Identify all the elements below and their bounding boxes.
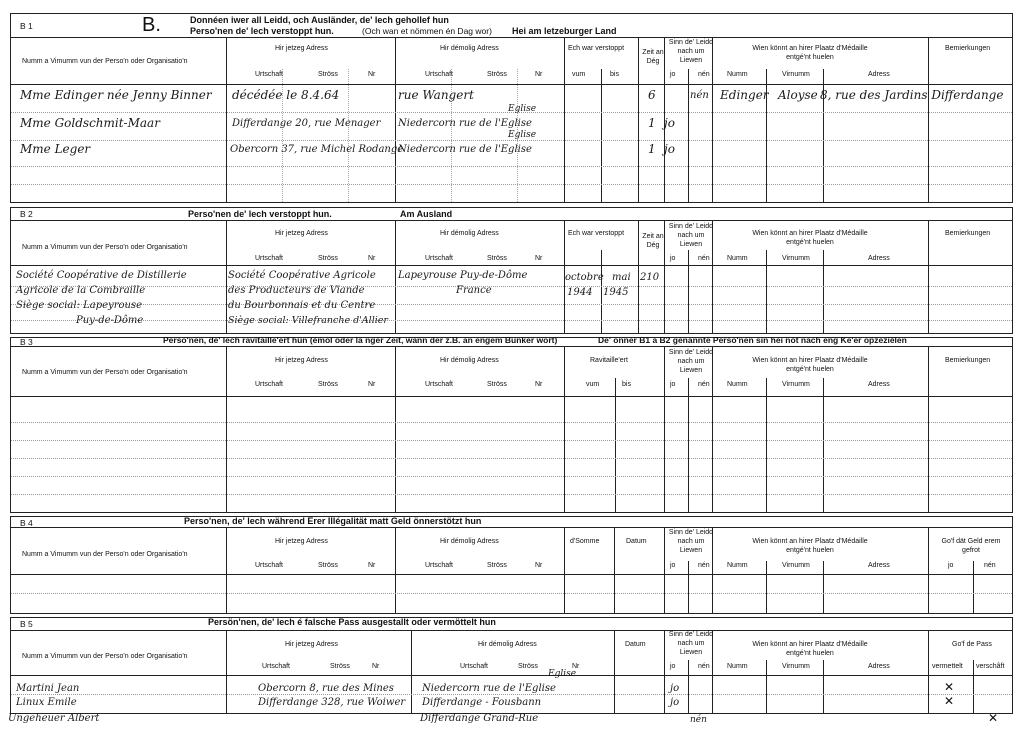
b4-header-stross-2: Ströss [487, 562, 507, 569]
b1-header-alive: Sinn de' Leidd nach um Liewen [668, 39, 714, 64]
b5-row2-jo: jo [670, 697, 680, 708]
b5-header-verschaft: verschâft [976, 663, 1005, 670]
b3-header-jo: jo [670, 381, 676, 388]
section-code-b3: B 3 [20, 337, 33, 347]
b4-header-name: Numm a Vimumm vun der Perso'n oder Organisatio'n [22, 551, 188, 558]
b5-row1-jo: jo [670, 683, 680, 694]
b5-header-gof-pass: Go'f de Pass [952, 641, 992, 648]
b5-row1-mark: ✕ [944, 680, 955, 694]
b3-header-name: Numm a Vimumm vun der Perso'n oder Organisatio'n [22, 369, 188, 376]
b4-header-numm: Numm [727, 562, 748, 569]
section-b4 [10, 516, 1013, 614]
b5-title: Persön'nen, de' lech é falsche Pass ausgestallt oder vermöttelt hun [208, 617, 496, 627]
b1-header-stross: Ströss [318, 71, 338, 78]
b1-row1-name: Mme Edinger née Jenny Binner [20, 88, 212, 102]
b1-row3-former: Niedercorn rue de l'Eglise [398, 144, 532, 155]
b1-title-paren: (Och wan et nömmen én Dag wor) [362, 26, 492, 36]
b2-current-line3: du Bourbonnais et du Centre [228, 300, 376, 311]
b4-header-stross: Ströss [318, 562, 338, 569]
b1-title-right: Hei am letzeburger Land [512, 26, 617, 36]
b1-header-former-address: Hir démolig Adress [440, 45, 499, 52]
section-code-b2: B 2 [20, 209, 33, 219]
b5-header-nr: Nr [372, 663, 380, 670]
b4-header-nen: nén [698, 562, 710, 569]
b4-header-urtschaft-2: Urtschaft [425, 562, 454, 569]
b2-header-stross-2: Ströss [487, 255, 507, 262]
b2-header-urtschaft: Urtschaft [255, 255, 284, 262]
b5-row2-mark: ✕ [944, 694, 955, 708]
b5-row2-name: Linux Emile [16, 697, 77, 708]
b2-bis-line2: 1945 [603, 287, 629, 298]
b2-header-virnumm: Virnumm [782, 255, 810, 262]
b2-title-right: Am Ausland [400, 209, 453, 219]
b2-header-stross: Ströss [318, 255, 338, 262]
b4-header-nr-2: Nr [535, 562, 543, 569]
b2-former-line1: Lapeyrouse Puy-de-Dôme [398, 270, 528, 281]
b1-header-name: Numm a Vimumm vun der Perso'n oder Organisatio'n [22, 58, 188, 65]
b3-header-urtschaft: Urtschaft [255, 381, 284, 388]
b1-header-remarks: Bemierkungen [945, 45, 991, 52]
b5-header-jo: jo [670, 663, 676, 670]
b4-header-former-address: Hir démolig Adress [440, 538, 499, 545]
b2-header-jo: jo [670, 255, 676, 262]
b5-header-current-address: Hir jetzeg Adress [285, 641, 338, 648]
b2-header-adress: Adress [868, 255, 890, 262]
b5-extra-former: Differdange Grand-Rue [420, 713, 539, 724]
b3-header-numm: Numm [727, 381, 748, 388]
b1-row3-name: Mme Leger [20, 142, 91, 156]
b5-row1-current: Obercorn 8, rue des Mines [258, 683, 394, 694]
b2-header-hidden: Ech war verstoppt [568, 230, 625, 237]
b1-row3-former-note: Eglise [508, 130, 537, 140]
b1-header-urtschaft: Urtschaft [255, 71, 284, 78]
b1-header-urtschaft-2: Urtschaft [425, 71, 454, 78]
b1-row3-current: Obercorn 37, rue Michel Rodange [230, 144, 404, 155]
b2-current-line4: Siège social: Villefranche d'Allier [228, 315, 388, 326]
b5-header-numm: Numm [727, 663, 748, 670]
b4-header-medal: Wien könnt an hirer Plaatz d'Médaille entgé'nt huelen [752, 538, 868, 554]
b5-row1-name: Martini Jean [16, 683, 80, 694]
b2-header-numm: Numm [727, 255, 748, 262]
b4-header-alive: Sinn de' Leidd nach um Liewen [668, 529, 714, 554]
b3-header-current-address: Hir jetzeg Adress [275, 357, 328, 364]
b2-header-name: Numm a Vimumm vun der Perso'n oder Organisatio'n [22, 244, 188, 251]
b4-header-virnumm: Virnumm [782, 562, 810, 569]
b1-header-time: Zeit an Dég [642, 49, 664, 65]
b5-row2-current: Differdange 328, rue Woiwer [258, 697, 406, 708]
b1-header-numm: Numm [727, 71, 748, 78]
b1-header-adress: Adress [868, 71, 890, 78]
b3-header-former-address: Hir démolig Adress [440, 357, 499, 364]
b2-bis-line1: mai [612, 272, 631, 283]
b3-header-adress: Adress [868, 381, 890, 388]
b2-name-line1: Société Coopérative de Distillerie [16, 270, 187, 281]
b2-vum-line1: octobre [565, 272, 604, 283]
b2-header-remarks: Bemierkungen [945, 230, 991, 237]
form-letter: B. [142, 14, 161, 36]
section-code-b5: B 5 [20, 619, 33, 629]
b2-header-current-address: Hir jetzeg Adress [275, 230, 328, 237]
b5-header-urtschaft: Urtschaft [262, 663, 291, 670]
b5-row2-former: Differdange - Fousbann [422, 697, 542, 708]
b4-header-adress: Adress [868, 562, 890, 569]
b3-header-alive: Sinn de' Leidd nach um Liewen [668, 349, 714, 374]
b5-header-datum: Datum [625, 641, 646, 648]
b1-header-current-address: Hir jetzeg Adress [275, 45, 328, 52]
b3-header-nr-2: Nr [535, 381, 543, 388]
b3-title-right: De' önner B1 a B2 genannte Perso'nen sin hei nöt nach eng Ke'er opzeziélen [598, 335, 907, 345]
b2-header-nr: Nr [368, 255, 376, 262]
b5-header-urtschaft-2: Urtschaft [460, 663, 489, 670]
b3-header-virnumm: Virnumm [782, 381, 810, 388]
b2-current-line1: Société Coopérative Agricole [228, 270, 376, 281]
b2-current-line2: des Producteurs de Viande [228, 285, 365, 296]
b1-header-stross-2: Ströss [487, 71, 507, 78]
b1-row1-medal-virnumm: Aloyse [778, 88, 818, 102]
b5-extra-nen: nén [690, 715, 707, 725]
b5-row1-former: Niedercorn rue de l'Eglise [422, 683, 556, 694]
b1-row3-jo: jo [664, 142, 675, 156]
b1-row2-time: 1 [648, 116, 656, 130]
b2-name-line3: Siège social: Lapeyrouse [16, 300, 142, 311]
b1-row2-jo: jo [664, 116, 675, 130]
b3-header-urtschaft-2: Urtschaft [425, 381, 454, 388]
b2-vum-line2: 1944 [567, 287, 593, 298]
b5-header-stross: Ströss [330, 663, 350, 670]
b1-row2-current: Differdange 20, rue Menager [232, 118, 381, 129]
b2-former-line2: France [456, 285, 492, 296]
b2-header-former-address: Hir démolig Adress [440, 230, 499, 237]
b4-header-somme: d'Somme [570, 538, 600, 545]
b2-header-time: Zeit an Dég [642, 233, 664, 249]
b3-header-bis: bis [622, 381, 631, 388]
b5-header-nr-2: Nr [572, 663, 580, 670]
b2-time: 210 [640, 272, 660, 283]
b1-row1-former: rue Wangert [398, 88, 474, 102]
b4-header-gof-nen: nén [984, 562, 996, 569]
b5-header-alive: Sinn de' Leidd nach um Liewen [668, 631, 714, 656]
b2-header-nen: nén [698, 255, 710, 262]
b4-header-datum: Datum [626, 538, 647, 545]
b4-header-urtschaft: Urtschaft [255, 562, 284, 569]
b4-header-current-address: Hir jetzeg Adress [275, 538, 328, 545]
b5-header-name: Numm a Vimumm vun der Perso'n oder Organisatio'n [22, 653, 188, 660]
b2-name-line2: Agricole de la Combraille [16, 285, 146, 296]
b4-header-gof: Go'f dät Geld erem gefrot [941, 538, 1001, 554]
b5-row1-former-note: Eglise [548, 669, 577, 679]
b5-header-vermettelt: vermettelt [932, 663, 963, 670]
b1-row3-time: 1 [648, 142, 656, 156]
b1-title-line1: Donnéen iwer all Leidd, och Ausländer, de' lech gehollef hun [190, 15, 449, 25]
b1-row2-former: Niedercorn rue de l'Eglise [398, 118, 532, 129]
b1-header-nr-2: Nr [535, 71, 543, 78]
b5-extra-mark: ✕ [988, 711, 999, 725]
b1-header-jo: jo [670, 71, 676, 78]
b2-name-line4: Puy-de-Dôme [76, 315, 144, 326]
b1-header-medal: Wien könnt an hirer Plaatz d'Médaille entgé'nt huelen [752, 45, 868, 61]
b1-row1-medal-numm: Edinger [720, 88, 769, 102]
b2-header-urtschaft-2: Urtschaft [425, 255, 454, 262]
b3-header-nr: Nr [368, 381, 376, 388]
b1-title-line2: Perso'nen de' lech verstoppt hun. [190, 26, 334, 36]
b1-header-hidden: Ech war verstoppt [568, 45, 625, 52]
b3-header-medal: Wien könnt an hirer Plaatz d'Médaille entgé'nt huelen [752, 357, 868, 373]
b2-header-nr-2: Nr [535, 255, 543, 262]
b5-header-former-address: Hir démolig Adress [478, 641, 537, 648]
b4-header-gof-jo: jo [948, 562, 954, 569]
b4-header-nr: Nr [368, 562, 376, 569]
b5-header-nen: nén [698, 663, 710, 670]
b5-header-virnumm: Virnumm [782, 663, 810, 670]
b5-extra-name: Ungeheuer Albert [8, 713, 100, 724]
b3-title: Perso'nen, de' lech ravitaille'ert hun (émol oder lä nger Zeit, wann der z.B. an engem Bunker wort) [163, 335, 558, 345]
b1-row2-former-note: Eglise [508, 104, 537, 114]
b1-header-virnumm: Virnumm [782, 71, 810, 78]
section-code-b4: B 4 [20, 518, 33, 528]
b4-header-jo: jo [670, 562, 676, 569]
b2-header-medal: Wien könnt an hirer Plaatz d'Médaille entgé'nt huelen [752, 230, 868, 246]
b1-row1-medal-adress: 8, rue des Jardins Differdange [820, 88, 1004, 102]
b5-header-adress: Adress [868, 663, 890, 670]
b3-header-nen: nén [698, 381, 710, 388]
b1-row2-name: Mme Goldschmit-Maar [20, 116, 160, 130]
b3-header-remarks: Bemierkungen [945, 357, 991, 364]
b1-row1-nen: nén [690, 90, 709, 101]
b1-header-vum: vum [572, 71, 586, 78]
b3-header-ravit: Ravitaille'ert [590, 357, 628, 364]
b1-header-nen: nén [698, 71, 710, 78]
b4-title: Perso'nen, de' lech während Erer Illégalität matt Geld önnerstötzt hun [184, 516, 482, 526]
b3-header-vum: vum [586, 381, 600, 388]
b2-header-alive: Sinn de' Leidd nach um Liewen [668, 223, 714, 248]
b1-header-nr: Nr [368, 71, 376, 78]
b5-header-stross-2: Ströss [518, 663, 538, 670]
b1-row1-current: décédée le 8.4.64 [232, 88, 340, 102]
b2-title: Perso'nen de' lech verstoppt hun. [188, 209, 332, 219]
b1-row1-time: 6 [648, 88, 656, 102]
b5-header-medal: Wien könnt an hirer Plaatz d'Médaille entgé'nt huelen [752, 641, 868, 657]
b3-header-stross-2: Ströss [487, 381, 507, 388]
b3-header-stross: Ströss [318, 381, 338, 388]
section-code-b1: B 1 [20, 21, 33, 31]
b1-header-bis: bis [610, 71, 619, 78]
